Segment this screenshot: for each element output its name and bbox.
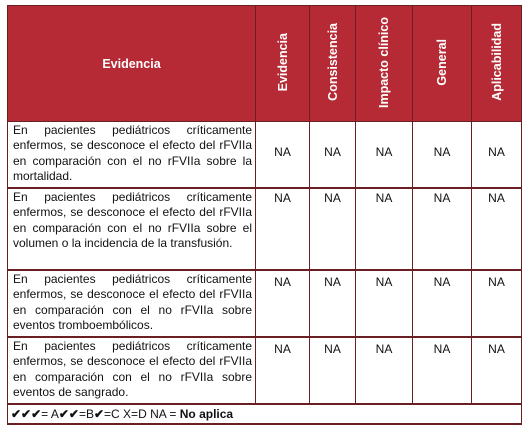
- checkmark-icon: ✔✔✔: [11, 407, 42, 421]
- cell-evidencia: NA: [256, 188, 310, 270]
- header-impacto-clinico: [356, 6, 413, 122]
- evidence-statement: En pacientes pediátricos críticamente enfermos, se desconoce el efecto del rFVIIa en comparación con el no rFVIIa sobre eventos de sangrado.: [8, 337, 256, 404]
- evidence-statement: En pacientes pediátricos críticamente enfermos, se desconoce el efecto del rFVIIa en comparación con el no rFVIIa sobre eventos tromboembólicos.: [8, 270, 256, 337]
- evidence-table: [7, 5, 522, 425]
- header-consistencia-label: Consistencia: [325, 23, 340, 101]
- evidence-statement: En pacientes pediátricos críticamente enfermos, se desconoce el efecto del rFVIIa en comparación con el no rFVIIa sobre el volumen o la incidencia de la transfusión.: [8, 188, 256, 270]
- header-evidencia-label: Evidencia: [275, 32, 290, 92]
- legend-b: =B: [78, 407, 94, 421]
- cell-aplicabilidad: NA: [472, 188, 522, 270]
- checkmark-icon: ✔✔: [58, 407, 79, 421]
- table-row: [8, 337, 522, 404]
- cell-general: NA: [413, 188, 472, 270]
- evidence-statement: En pacientes pediátricos críticamente enfermos, se desconoce el efecto del rFVIIa en comparación con el no rFVIIa sobre la mortalidad.: [8, 122, 256, 189]
- legend-a: = A: [41, 407, 59, 421]
- cell-aplicabilidad: NA: [472, 270, 522, 337]
- header-consistencia: [310, 6, 356, 122]
- legend-row: [8, 404, 522, 424]
- cell-impacto-clinico: NA: [356, 337, 413, 404]
- legend-c-d: =C X=D NA =: [104, 407, 180, 421]
- cell-impacto-clinico: NA: [356, 188, 413, 270]
- header-general-label: General: [435, 38, 449, 86]
- table-row: [8, 270, 522, 337]
- header-aplicabilidad: [472, 6, 522, 122]
- cell-evidencia: NA: [256, 337, 310, 404]
- legend-na: No aplica: [179, 407, 234, 421]
- header-evidencia-main: Evidencia: [8, 6, 256, 122]
- cell-impacto-clinico: NA: [356, 270, 413, 337]
- cell-aplicabilidad: NA: [472, 337, 522, 404]
- legend: [8, 404, 522, 424]
- header-evidencia: [256, 6, 310, 122]
- cell-general: NA: [413, 337, 472, 404]
- cell-evidencia: NA: [256, 122, 310, 189]
- cell-general: NA: [413, 270, 472, 337]
- cell-impacto-clinico: NA: [356, 122, 413, 189]
- checkmark-icon: ✔: [93, 407, 105, 421]
- cell-consistencia: NA: [310, 270, 356, 337]
- table-row: [8, 122, 522, 189]
- header-impacto-clinico-label: Impacto clínico: [377, 16, 391, 108]
- cell-evidencia: NA: [256, 270, 310, 337]
- cell-general: NA: [413, 122, 472, 189]
- cell-consistencia: NA: [310, 337, 356, 404]
- evidence-table-container: [7, 5, 522, 425]
- header-aplicabilidad-label: Aplicabilidad: [489, 23, 504, 101]
- cell-consistencia: NA: [310, 122, 356, 189]
- cell-aplicabilidad: NA: [472, 122, 522, 189]
- table-row: [8, 188, 522, 270]
- header-row: [8, 6, 522, 122]
- cell-consistencia: NA: [310, 188, 356, 270]
- header-general: [413, 6, 472, 122]
